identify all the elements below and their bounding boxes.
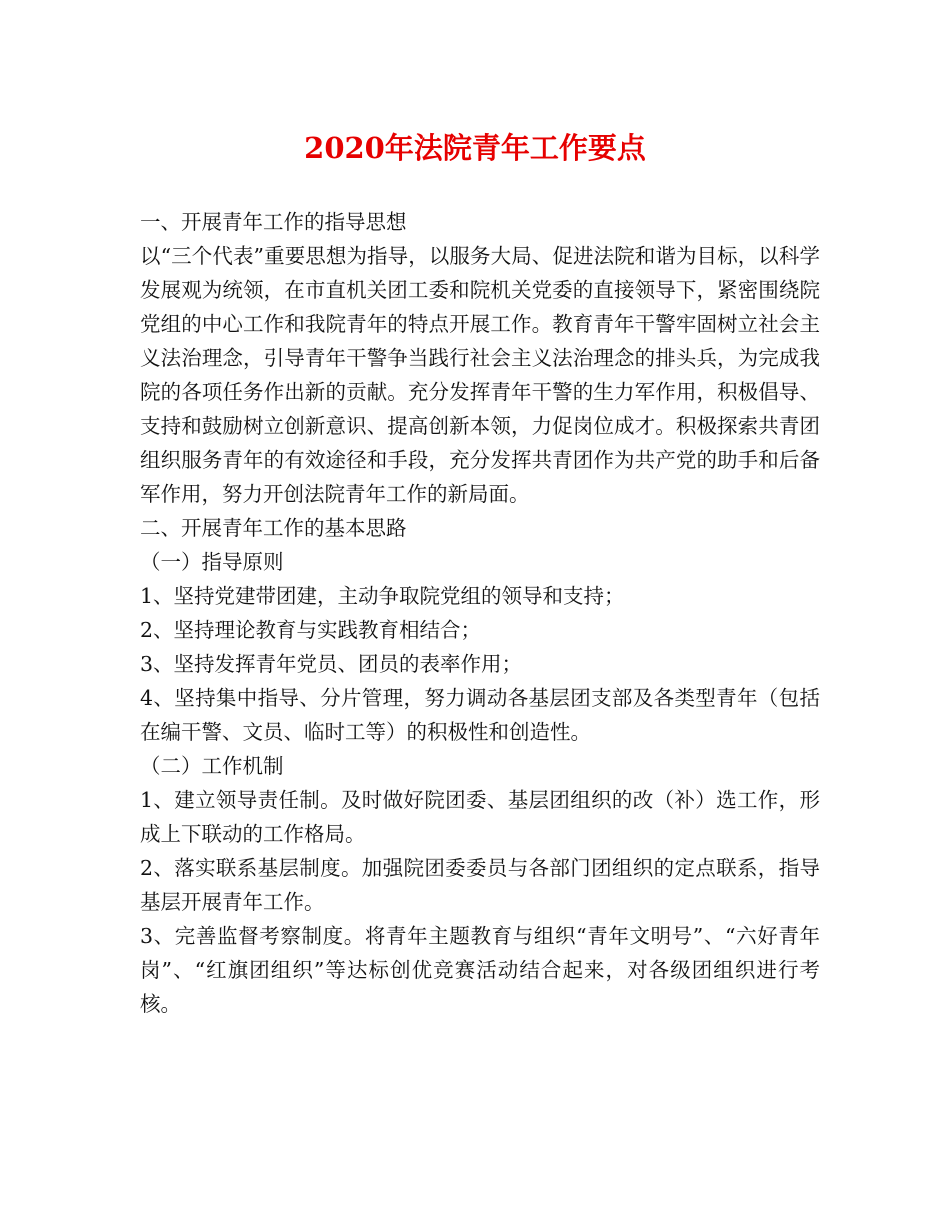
heading-basic-approach: 二、开展青年工作的基本思路 [140,516,407,540]
mechanism-item-2: 2、落实联系基层制度。加强院团委委员与各部门团组织的定点联系，指导基层开展青年工作。 [140,856,820,914]
principle-item-3: 3、坚持发挥青年党员、团员的表率作用； [140,652,523,676]
subheading-guiding-principles: （一）指导原则 [140,550,284,574]
principle-item-4: 4、坚持集中指导、分片管理，努力调动各基层团支部及各类型青年（包括在编干警、文员、临时工等）的积极性和创造性。 [140,686,820,744]
paragraph-guiding-ideology: 以“三个代表”重要思想为指导，以服务大局、促进法院和谐为目标，以科学发展观为统领，在市直机关团工委和院机关党委的直接领导下，紧密围绕院党组的中心工作和我院青年的特点开展工作。教育青年干警牢固树立社会主义法治理念，引导青年干警争当践行社会主义法治理念的排头兵，为完成我院的各项任务作出新的贡献。充分发挥青年干警的生力军作用，积极倡导、支持和鼓励树立创新意识、提高创新本领，力促岗位成才。积极探索共青团组织服务青年的有效途径和手段，充分发挥共青团作为共产党的助手和后备军作用，努力开创法院青年工作的新局面。 [140,244,820,506]
subheading-work-mechanism: （二）工作机制 [140,754,284,778]
mechanism-item-3: 3、完善监督考察制度。将青年主题教育与组织“青年文明号”、“六好青年岗”、“红旗团组织”等达标创优竞赛活动结合起来，对各级团组织进行考核。 [140,924,820,1016]
principle-item-1: 1、坚持党建带团建，主动争取院党组的领导和支持； [140,584,625,608]
document-body [140,205,820,1021]
document-title: 2020年法院青年工作要点 [304,131,646,165]
principle-item-2: 2、坚持理论教育与实践教育相结合； [140,618,482,642]
heading-guiding-ideology: 一、开展青年工作的指导思想 [140,210,407,234]
mechanism-item-1: 1、建立领导责任制。及时做好院团委、基层团组织的改（补）选工作，形成上下联动的工作格局。 [140,788,820,846]
